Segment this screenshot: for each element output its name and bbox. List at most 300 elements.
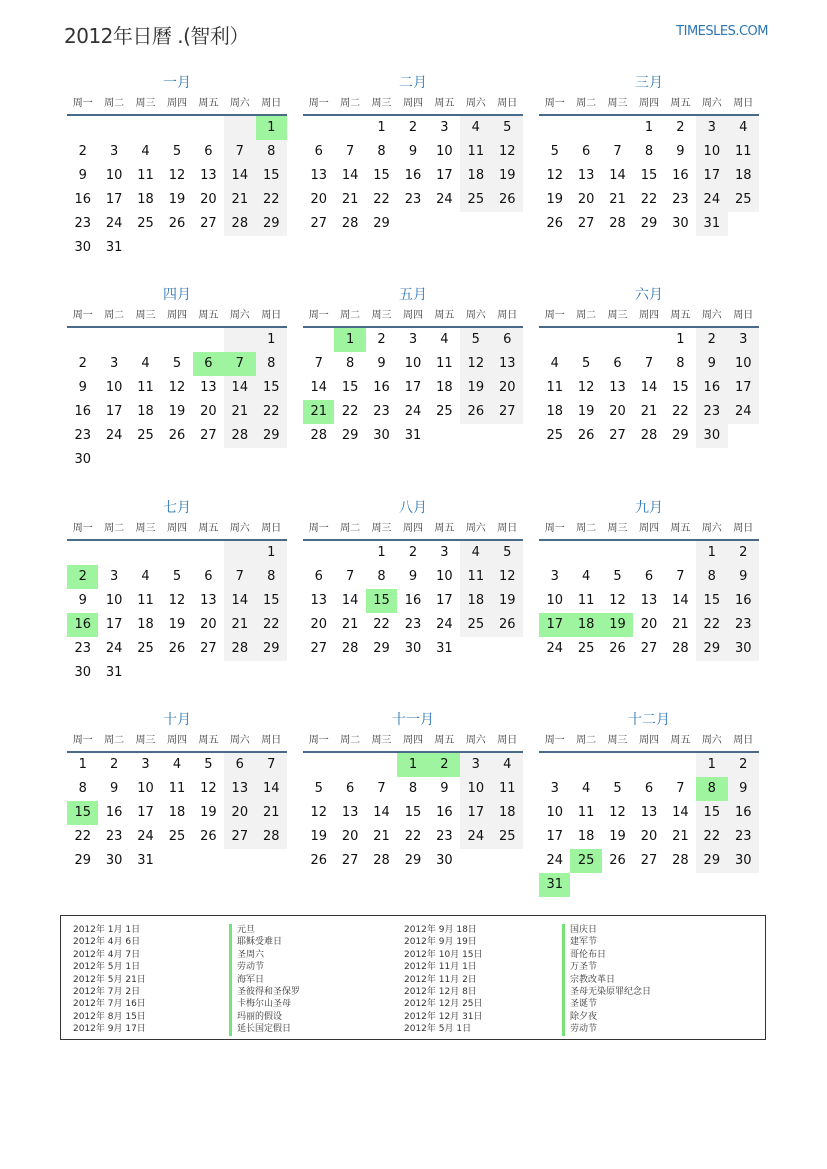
- day-cell[interactable]: 23: [105, 829, 123, 844]
- day-cell[interactable]: 1: [256, 541, 287, 565]
- day-cell[interactable]: 12: [492, 565, 523, 589]
- day-cell[interactable]: 1: [256, 328, 287, 352]
- day-cell[interactable]: 4: [460, 541, 491, 565]
- day-cell[interactable]: 27: [577, 216, 595, 231]
- day-cell[interactable]: 14: [224, 376, 255, 400]
- day-cell[interactable]: 9: [408, 144, 418, 159]
- day-cell[interactable]: 1: [676, 332, 685, 347]
- day-cell[interactable]: 17: [728, 376, 759, 400]
- holiday-day-cell[interactable]: 2: [429, 753, 460, 777]
- day-cell[interactable]: 16: [373, 380, 390, 395]
- day-cell[interactable]: 5: [550, 144, 559, 159]
- day-cell[interactable]: 24: [404, 404, 422, 419]
- day-cell[interactable]: 12: [200, 781, 217, 796]
- day-cell[interactable]: 3: [440, 545, 449, 560]
- day-cell[interactable]: 19: [460, 376, 491, 400]
- holiday-day-cell[interactable]: 31: [539, 873, 570, 897]
- day-cell[interactable]: 12: [577, 380, 595, 395]
- day-cell[interactable]: 11: [460, 140, 491, 164]
- day-cell[interactable]: 23: [672, 192, 689, 207]
- holiday-day-cell[interactable]: 15: [366, 589, 397, 613]
- day-cell[interactable]: 28: [373, 853, 390, 868]
- day-cell[interactable]: 26: [200, 829, 217, 844]
- day-cell[interactable]: 10: [460, 777, 491, 801]
- day-cell[interactable]: 6: [613, 356, 622, 371]
- day-cell[interactable]: 2: [78, 356, 87, 371]
- day-cell[interactable]: 5: [613, 569, 622, 584]
- day-cell[interactable]: 30: [105, 853, 123, 868]
- day-cell[interactable]: 9: [78, 380, 87, 395]
- day-cell[interactable]: 21: [640, 404, 658, 419]
- day-cell[interactable]: 20: [640, 829, 658, 844]
- day-cell[interactable]: 26: [609, 641, 626, 656]
- day-cell[interactable]: 15: [672, 380, 689, 395]
- day-cell[interactable]: 3: [408, 332, 418, 347]
- day-cell[interactable]: 25: [168, 829, 186, 844]
- day-cell[interactable]: 8: [256, 565, 287, 589]
- day-cell[interactable]: 19: [200, 805, 217, 820]
- day-cell[interactable]: 26: [168, 428, 186, 443]
- day-cell[interactable]: 30: [74, 452, 91, 467]
- day-cell[interactable]: 16: [436, 805, 453, 820]
- day-cell[interactable]: 2: [408, 120, 418, 135]
- holiday-day-cell[interactable]: 8: [696, 777, 727, 801]
- day-cell[interactable]: 11: [137, 168, 154, 183]
- day-cell[interactable]: 11: [436, 356, 453, 371]
- day-cell[interactable]: 15: [373, 168, 390, 183]
- day-cell[interactable]: 3: [109, 569, 119, 584]
- day-cell[interactable]: 23: [728, 613, 759, 637]
- day-cell[interactable]: 27: [200, 428, 217, 443]
- day-cell[interactable]: 18: [460, 589, 491, 613]
- day-cell[interactable]: 23: [74, 641, 91, 656]
- day-cell[interactable]: 5: [492, 116, 523, 140]
- holiday-day-cell[interactable]: 19: [602, 613, 633, 637]
- day-cell[interactable]: 3: [141, 757, 150, 772]
- day-cell[interactable]: 31: [105, 665, 123, 680]
- day-cell[interactable]: 19: [492, 164, 523, 188]
- day-cell[interactable]: 2: [408, 545, 418, 560]
- day-cell[interactable]: 25: [436, 404, 453, 419]
- day-cell[interactable]: 13: [200, 593, 217, 608]
- day-cell[interactable]: 13: [341, 805, 359, 820]
- day-cell[interactable]: 24: [137, 829, 154, 844]
- day-cell[interactable]: 11: [546, 380, 563, 395]
- day-cell[interactable]: 1: [78, 757, 87, 772]
- day-cell[interactable]: 17: [436, 168, 453, 183]
- day-cell[interactable]: 2: [109, 757, 119, 772]
- day-cell[interactable]: 13: [224, 777, 255, 801]
- day-cell[interactable]: 11: [492, 777, 523, 801]
- day-cell[interactable]: 6: [345, 781, 355, 796]
- day-cell[interactable]: 12: [492, 140, 523, 164]
- day-cell[interactable]: 16: [74, 404, 91, 419]
- day-cell[interactable]: 12: [609, 805, 626, 820]
- day-cell[interactable]: 8: [256, 140, 287, 164]
- day-cell[interactable]: 9: [408, 569, 418, 584]
- day-cell[interactable]: 4: [141, 144, 150, 159]
- day-cell[interactable]: 30: [373, 428, 390, 443]
- day-cell[interactable]: 20: [341, 829, 359, 844]
- day-cell[interactable]: 14: [341, 168, 359, 183]
- day-cell[interactable]: 22: [373, 192, 390, 207]
- day-cell[interactable]: 30: [74, 240, 91, 255]
- day-cell[interactable]: 21: [672, 617, 689, 632]
- day-cell[interactable]: 10: [105, 168, 123, 183]
- day-cell[interactable]: 21: [341, 192, 359, 207]
- day-cell[interactable]: 17: [105, 404, 123, 419]
- day-cell[interactable]: 17: [460, 801, 491, 825]
- day-cell[interactable]: 25: [546, 428, 563, 443]
- holiday-day-cell[interactable]: 1: [397, 753, 428, 777]
- day-cell[interactable]: 27: [200, 641, 217, 656]
- day-cell[interactable]: 18: [577, 829, 595, 844]
- day-cell[interactable]: 25: [137, 216, 154, 231]
- day-cell[interactable]: 19: [168, 617, 186, 632]
- day-cell[interactable]: 16: [728, 801, 759, 825]
- day-cell[interactable]: 16: [404, 168, 422, 183]
- day-cell[interactable]: 16: [105, 805, 123, 820]
- day-cell[interactable]: 22: [256, 188, 287, 212]
- day-cell[interactable]: 2: [377, 332, 386, 347]
- day-cell[interactable]: 25: [137, 641, 154, 656]
- day-cell[interactable]: 21: [341, 617, 359, 632]
- day-cell[interactable]: 10: [404, 356, 422, 371]
- day-cell[interactable]: 27: [224, 825, 255, 849]
- day-cell[interactable]: 9: [728, 777, 759, 801]
- day-cell[interactable]: 10: [728, 352, 759, 376]
- day-cell[interactable]: 8: [696, 565, 727, 589]
- day-cell[interactable]: 1: [644, 120, 654, 135]
- day-cell[interactable]: 3: [109, 144, 119, 159]
- day-cell[interactable]: 12: [168, 593, 186, 608]
- day-cell[interactable]: 8: [377, 144, 386, 159]
- day-cell[interactable]: 12: [310, 805, 327, 820]
- day-cell[interactable]: 7: [613, 144, 622, 159]
- day-cell[interactable]: 25: [460, 188, 491, 212]
- day-cell[interactable]: 6: [224, 753, 255, 777]
- day-cell[interactable]: 3: [728, 328, 759, 352]
- day-cell[interactable]: 20: [200, 192, 217, 207]
- day-cell[interactable]: 6: [492, 328, 523, 352]
- holiday-day-cell[interactable]: 7: [224, 352, 255, 376]
- day-cell[interactable]: 10: [436, 569, 453, 584]
- day-cell[interactable]: 3: [550, 781, 559, 796]
- day-cell[interactable]: 18: [137, 192, 154, 207]
- day-cell[interactable]: 22: [256, 613, 287, 637]
- day-cell[interactable]: 24: [460, 825, 491, 849]
- day-cell[interactable]: 12: [460, 352, 491, 376]
- day-cell[interactable]: 21: [373, 829, 390, 844]
- day-cell[interactable]: 8: [345, 356, 355, 371]
- day-cell[interactable]: 28: [256, 825, 287, 849]
- day-cell[interactable]: 6: [644, 781, 654, 796]
- holiday-day-cell[interactable]: 6: [193, 352, 224, 376]
- day-cell[interactable]: 9: [676, 144, 685, 159]
- day-cell[interactable]: 24: [546, 853, 563, 868]
- holiday-day-cell[interactable]: 1: [256, 116, 287, 140]
- day-cell[interactable]: 12: [168, 380, 186, 395]
- holiday-day-cell[interactable]: 17: [539, 613, 570, 637]
- day-cell[interactable]: 29: [256, 637, 287, 661]
- day-cell[interactable]: 10: [436, 144, 453, 159]
- day-cell[interactable]: 17: [696, 164, 727, 188]
- day-cell[interactable]: 6: [314, 569, 323, 584]
- day-cell[interactable]: 19: [546, 192, 563, 207]
- day-cell[interactable]: 6: [581, 144, 591, 159]
- day-cell[interactable]: 7: [676, 569, 685, 584]
- day-cell[interactable]: 15: [696, 801, 727, 825]
- day-cell[interactable]: 7: [644, 356, 654, 371]
- day-cell[interactable]: 20: [577, 192, 595, 207]
- day-cell[interactable]: 17: [105, 617, 123, 632]
- day-cell[interactable]: 5: [204, 757, 213, 772]
- day-cell[interactable]: 23: [373, 404, 390, 419]
- day-cell[interactable]: 15: [696, 589, 727, 613]
- day-cell[interactable]: 19: [168, 192, 186, 207]
- day-cell[interactable]: 10: [137, 781, 154, 796]
- day-cell[interactable]: 3: [550, 569, 559, 584]
- day-cell[interactable]: 29: [672, 428, 689, 443]
- day-cell[interactable]: 11: [577, 593, 595, 608]
- day-cell[interactable]: 22: [341, 404, 359, 419]
- day-cell[interactable]: 13: [310, 593, 327, 608]
- day-cell[interactable]: 8: [676, 356, 685, 371]
- day-cell[interactable]: 20: [310, 192, 327, 207]
- day-cell[interactable]: 26: [492, 613, 523, 637]
- holiday-day-cell[interactable]: 1: [334, 328, 365, 352]
- day-cell[interactable]: 31: [404, 428, 422, 443]
- day-cell[interactable]: 6: [644, 569, 654, 584]
- day-cell[interactable]: 7: [314, 356, 323, 371]
- day-cell[interactable]: 5: [613, 781, 622, 796]
- day-cell[interactable]: 27: [492, 400, 523, 424]
- day-cell[interactable]: 18: [492, 801, 523, 825]
- day-cell[interactable]: 5: [172, 144, 182, 159]
- day-cell[interactable]: 23: [74, 216, 91, 231]
- day-cell[interactable]: 21: [224, 400, 255, 424]
- day-cell[interactable]: 23: [404, 192, 422, 207]
- day-cell[interactable]: 22: [696, 613, 727, 637]
- day-cell[interactable]: 9: [109, 781, 119, 796]
- holiday-day-cell[interactable]: 15: [67, 801, 98, 825]
- day-cell[interactable]: 18: [168, 805, 186, 820]
- day-cell[interactable]: 22: [404, 829, 422, 844]
- day-cell[interactable]: 13: [640, 805, 658, 820]
- day-cell[interactable]: 31: [436, 641, 453, 656]
- day-cell[interactable]: 20: [609, 404, 626, 419]
- day-cell[interactable]: 2: [696, 328, 727, 352]
- day-cell[interactable]: 1: [696, 541, 727, 565]
- day-cell[interactable]: 12: [609, 593, 626, 608]
- day-cell[interactable]: 16: [672, 168, 689, 183]
- day-cell[interactable]: 13: [200, 168, 217, 183]
- day-cell[interactable]: 8: [256, 352, 287, 376]
- day-cell[interactable]: 20: [492, 376, 523, 400]
- day-cell[interactable]: 31: [105, 240, 123, 255]
- day-cell[interactable]: 28: [341, 216, 359, 231]
- day-cell[interactable]: 3: [109, 356, 119, 371]
- day-cell[interactable]: 21: [224, 188, 255, 212]
- day-cell[interactable]: 18: [460, 164, 491, 188]
- day-cell[interactable]: 28: [224, 212, 255, 236]
- day-cell[interactable]: 9: [440, 781, 449, 796]
- day-cell[interactable]: 23: [436, 829, 453, 844]
- day-cell[interactable]: 18: [546, 404, 563, 419]
- day-cell[interactable]: 30: [696, 424, 727, 448]
- day-cell[interactable]: 30: [728, 637, 759, 661]
- day-cell[interactable]: 27: [609, 428, 626, 443]
- day-cell[interactable]: 26: [168, 216, 186, 231]
- day-cell[interactable]: 4: [141, 569, 150, 584]
- day-cell[interactable]: 16: [696, 376, 727, 400]
- holiday-day-cell[interactable]: 21: [303, 400, 334, 424]
- day-cell[interactable]: 31: [696, 212, 727, 236]
- day-cell[interactable]: 24: [105, 428, 123, 443]
- day-cell[interactable]: 28: [609, 216, 626, 231]
- day-cell[interactable]: 23: [728, 825, 759, 849]
- day-cell[interactable]: 27: [640, 641, 658, 656]
- day-cell[interactable]: 5: [581, 356, 591, 371]
- day-cell[interactable]: 11: [137, 593, 154, 608]
- day-cell[interactable]: 11: [577, 805, 595, 820]
- day-cell[interactable]: 27: [341, 853, 359, 868]
- day-cell[interactable]: 24: [105, 216, 123, 231]
- day-cell[interactable]: 24: [696, 188, 727, 212]
- day-cell[interactable]: 10: [696, 140, 727, 164]
- day-cell[interactable]: 24: [436, 617, 453, 632]
- day-cell[interactable]: 3: [696, 116, 727, 140]
- day-cell[interactable]: 30: [74, 665, 91, 680]
- day-cell[interactable]: 18: [436, 380, 453, 395]
- holiday-day-cell[interactable]: 25: [570, 849, 601, 873]
- day-cell[interactable]: 16: [728, 589, 759, 613]
- day-cell[interactable]: 17: [404, 380, 422, 395]
- day-cell[interactable]: 20: [310, 617, 327, 632]
- holiday-day-cell[interactable]: 18: [570, 613, 601, 637]
- day-cell[interactable]: 21: [256, 801, 287, 825]
- day-cell[interactable]: 20: [640, 617, 658, 632]
- day-cell[interactable]: 29: [74, 853, 91, 868]
- day-cell[interactable]: 22: [256, 400, 287, 424]
- day-cell[interactable]: 4: [172, 757, 182, 772]
- day-cell[interactable]: 12: [546, 168, 563, 183]
- day-cell[interactable]: 18: [137, 617, 154, 632]
- day-cell[interactable]: 4: [728, 116, 759, 140]
- day-cell[interactable]: 8: [377, 569, 386, 584]
- day-cell[interactable]: 31: [137, 853, 154, 868]
- day-cell[interactable]: 27: [310, 216, 327, 231]
- day-cell[interactable]: 7: [345, 569, 355, 584]
- day-cell[interactable]: 8: [408, 781, 418, 796]
- day-cell[interactable]: 9: [78, 593, 87, 608]
- day-cell[interactable]: 30: [436, 853, 453, 868]
- day-cell[interactable]: 9: [696, 352, 727, 376]
- day-cell[interactable]: 25: [577, 641, 595, 656]
- day-cell[interactable]: 3: [460, 753, 491, 777]
- day-cell[interactable]: 5: [460, 328, 491, 352]
- day-cell[interactable]: 24: [546, 641, 563, 656]
- day-cell[interactable]: 28: [640, 428, 658, 443]
- day-cell[interactable]: 25: [728, 188, 759, 212]
- day-cell[interactable]: 22: [640, 192, 658, 207]
- day-cell[interactable]: 13: [492, 352, 523, 376]
- day-cell[interactable]: 15: [341, 380, 359, 395]
- day-cell[interactable]: 29: [256, 424, 287, 448]
- day-cell[interactable]: 5: [314, 781, 323, 796]
- day-cell[interactable]: 13: [577, 168, 595, 183]
- day-cell[interactable]: 9: [78, 168, 87, 183]
- day-cell[interactable]: 11: [168, 781, 186, 796]
- day-cell[interactable]: 17: [137, 805, 154, 820]
- day-cell[interactable]: 2: [78, 144, 87, 159]
- day-cell[interactable]: 18: [137, 404, 154, 419]
- day-cell[interactable]: 10: [546, 593, 563, 608]
- day-cell[interactable]: 11: [460, 565, 491, 589]
- day-cell[interactable]: 29: [373, 641, 390, 656]
- day-cell[interactable]: 14: [224, 164, 255, 188]
- day-cell[interactable]: 15: [256, 376, 287, 400]
- day-cell[interactable]: 28: [310, 428, 327, 443]
- day-cell[interactable]: 21: [672, 829, 689, 844]
- day-cell[interactable]: 14: [256, 777, 287, 801]
- day-cell[interactable]: 19: [577, 404, 595, 419]
- day-cell[interactable]: 18: [728, 164, 759, 188]
- day-cell[interactable]: 24: [436, 192, 453, 207]
- day-cell[interactable]: 1: [377, 545, 386, 560]
- day-cell[interactable]: 15: [256, 589, 287, 613]
- day-cell[interactable]: 25: [492, 825, 523, 849]
- day-cell[interactable]: 29: [696, 849, 727, 873]
- day-cell[interactable]: 24: [105, 641, 123, 656]
- day-cell[interactable]: 8: [78, 781, 87, 796]
- day-cell[interactable]: 25: [137, 428, 154, 443]
- day-cell[interactable]: 20: [224, 801, 255, 825]
- day-cell[interactable]: 14: [609, 168, 626, 183]
- day-cell[interactable]: 27: [200, 216, 217, 231]
- day-cell[interactable]: 14: [310, 380, 327, 395]
- day-cell[interactable]: 14: [224, 589, 255, 613]
- day-cell[interactable]: 16: [404, 593, 422, 608]
- holiday-day-cell[interactable]: 2: [67, 565, 98, 589]
- day-cell[interactable]: 28: [224, 424, 255, 448]
- day-cell[interactable]: 13: [310, 168, 327, 183]
- day-cell[interactable]: 11: [137, 380, 154, 395]
- day-cell[interactable]: 19: [168, 404, 186, 419]
- day-cell[interactable]: 5: [172, 569, 182, 584]
- day-cell[interactable]: 7: [345, 144, 355, 159]
- day-cell[interactable]: 26: [168, 641, 186, 656]
- day-cell[interactable]: 17: [546, 829, 563, 844]
- day-cell[interactable]: 5: [492, 541, 523, 565]
- day-cell[interactable]: 14: [640, 380, 658, 395]
- day-cell[interactable]: 21: [224, 613, 255, 637]
- day-cell[interactable]: 28: [341, 641, 359, 656]
- day-cell[interactable]: 26: [310, 853, 327, 868]
- day-cell[interactable]: 22: [74, 829, 91, 844]
- day-cell[interactable]: 4: [492, 753, 523, 777]
- day-cell[interactable]: 16: [74, 192, 91, 207]
- site-logo[interactable]: TIMESLES.COM: [676, 24, 768, 39]
- day-cell[interactable]: 2: [728, 753, 759, 777]
- day-cell[interactable]: 26: [460, 400, 491, 424]
- day-cell[interactable]: 29: [256, 212, 287, 236]
- day-cell[interactable]: 30: [728, 849, 759, 873]
- day-cell[interactable]: 26: [577, 428, 595, 443]
- day-cell[interactable]: 7: [224, 565, 255, 589]
- day-cell[interactable]: 15: [404, 805, 422, 820]
- day-cell[interactable]: 15: [640, 168, 658, 183]
